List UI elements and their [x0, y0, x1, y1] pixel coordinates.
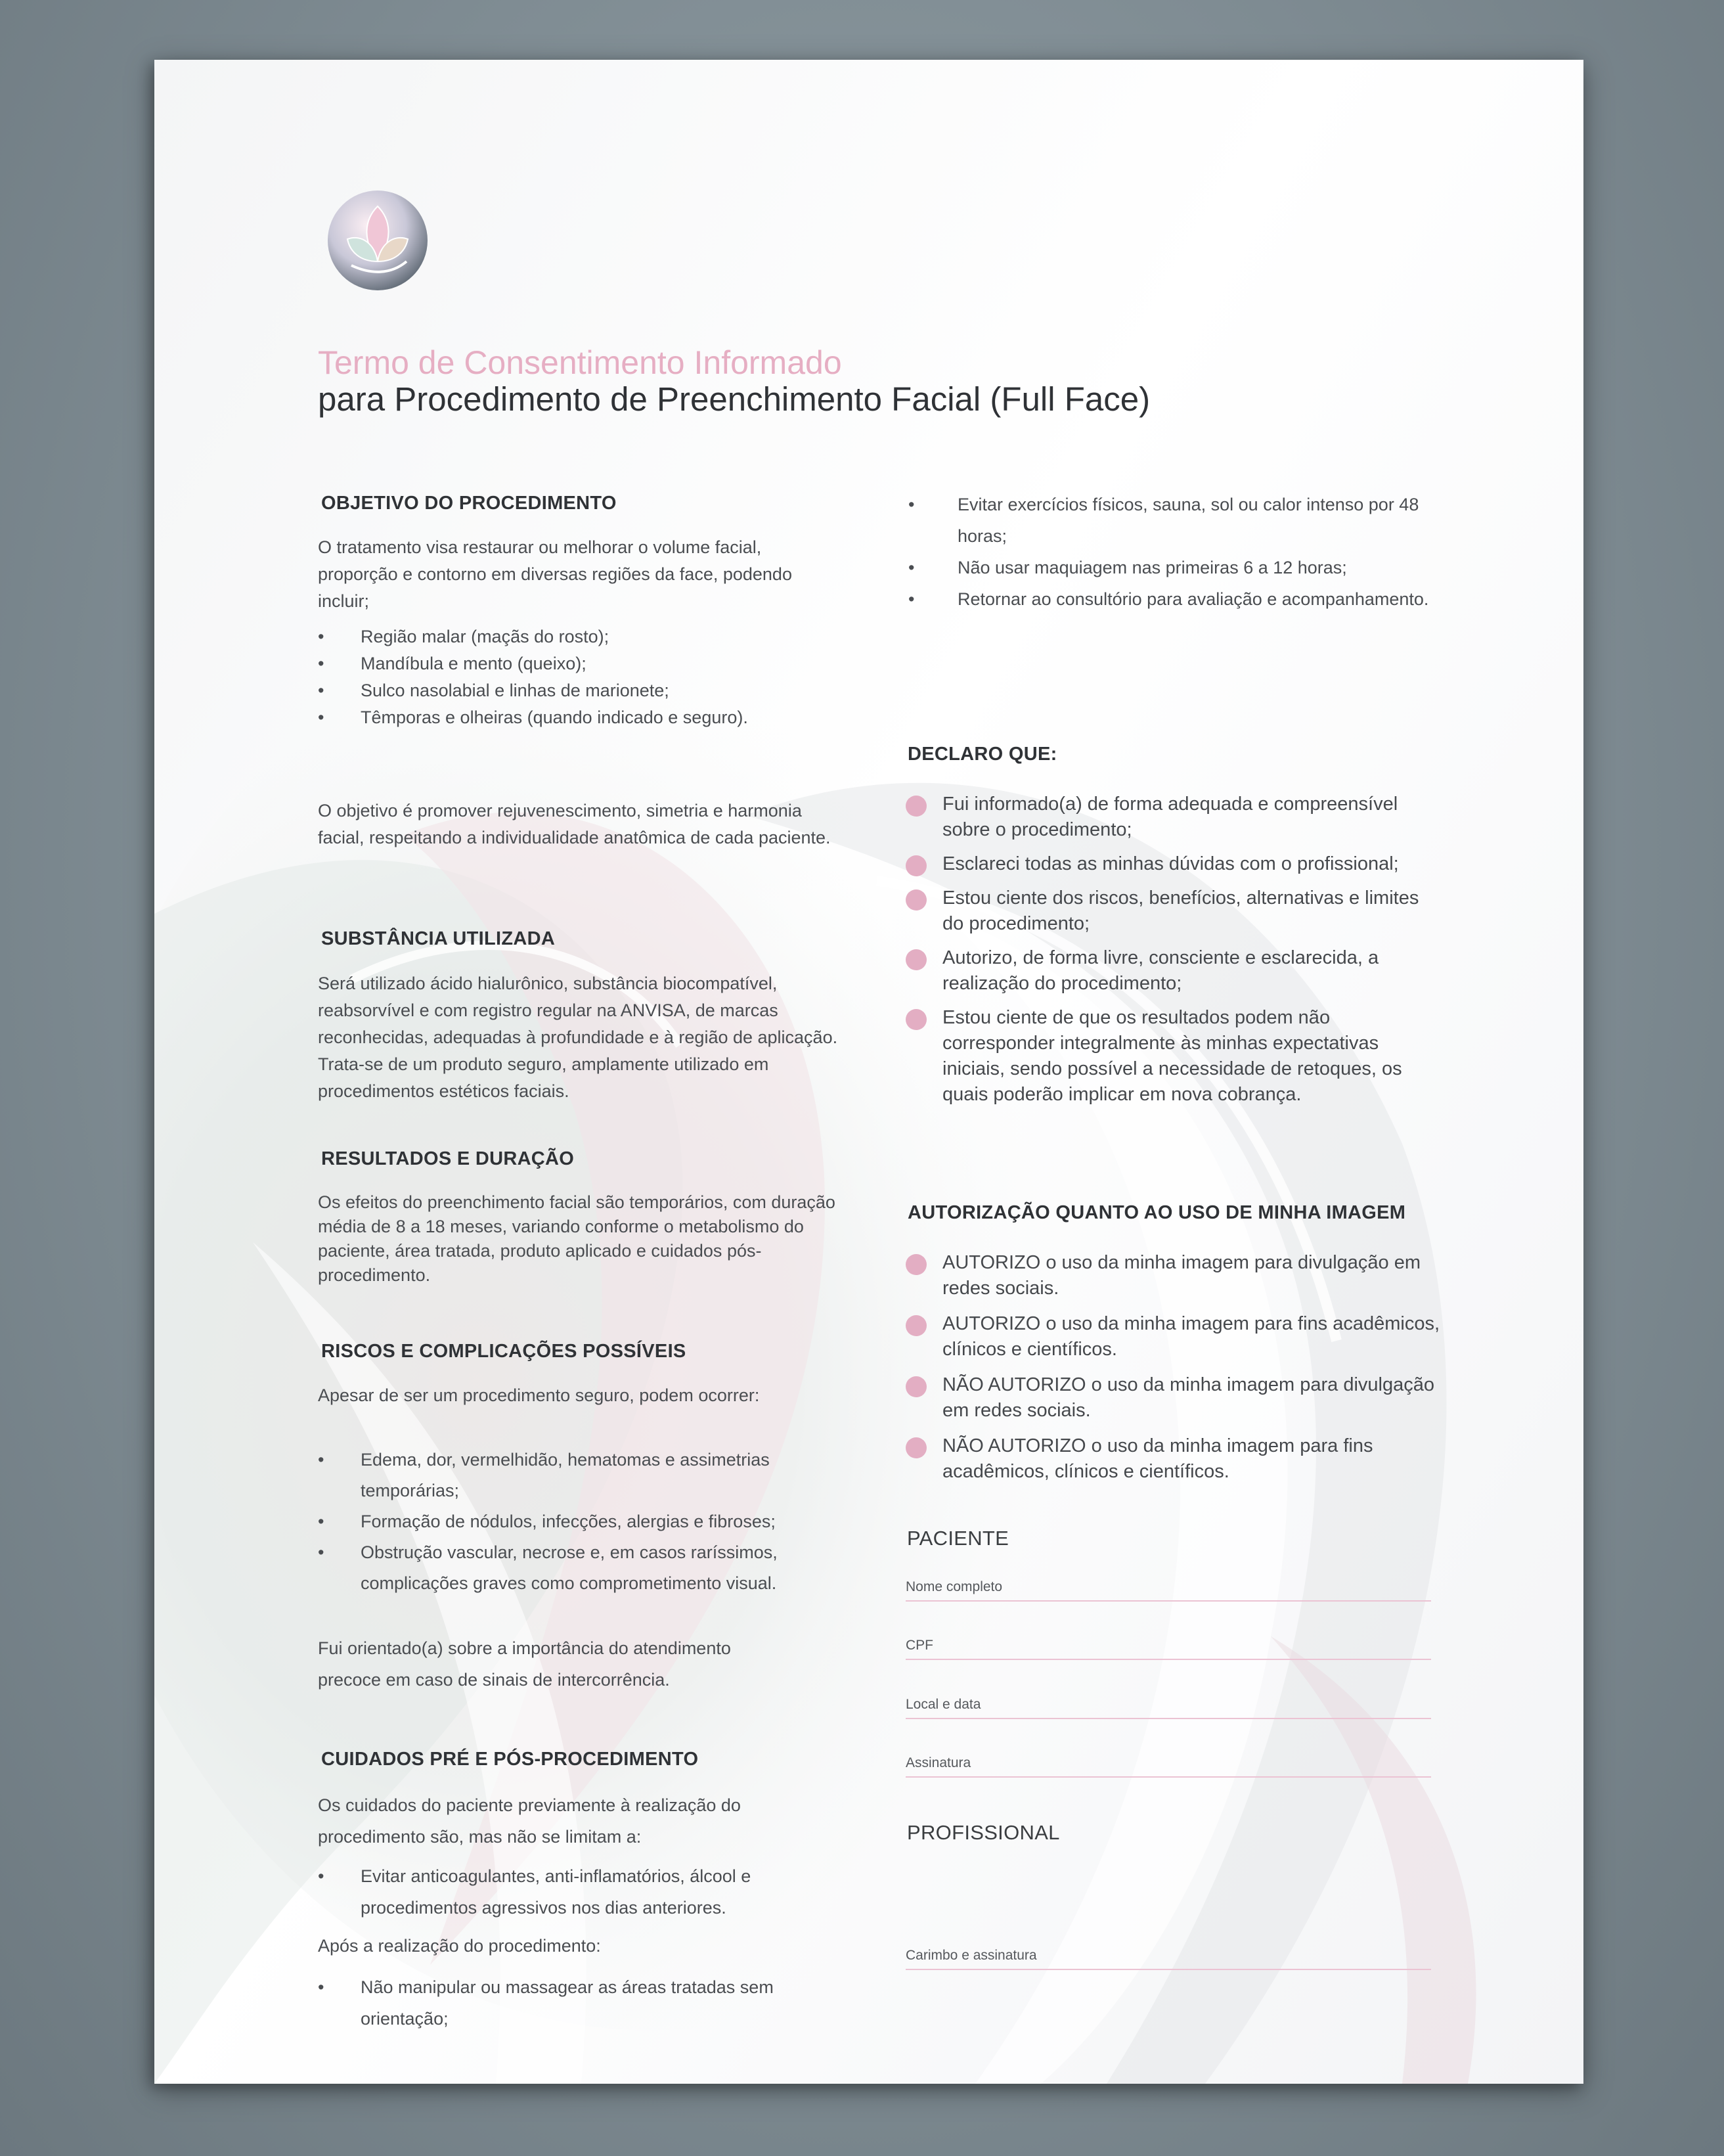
document-page	[154, 60, 1583, 2084]
section-heading-objetivo: OBJETIVO DO PROCEDIMENTO	[321, 493, 617, 514]
section-heading-substancia: SUBSTÂNCIA UTILIZADA	[321, 928, 556, 949]
field-cpf[interactable]: CPF	[906, 1638, 1431, 1660]
field-nome-completo[interactable]: Nome completo	[906, 1579, 1431, 1602]
objetivo-list	[318, 623, 843, 731]
checkbox-circle[interactable]	[906, 1376, 927, 1397]
logo-lotus-icon	[325, 188, 430, 293]
list-item: • Não manipular ou massagear as áreas tratadas sem orientação;	[318, 1977, 774, 2029]
checkbox-circle[interactable]	[906, 855, 927, 876]
list-item: • Obstrução vascular, necrose e, em casos raríssimos, complicações graves como comprometimento visual.	[318, 1542, 778, 1593]
cuidados-pos-intro: Após a realização do procedimento:	[318, 1936, 601, 1956]
cuidados-pre-list	[318, 1860, 843, 1923]
section-heading-paciente: PACIENTE	[907, 1527, 1009, 1550]
cuidados-intro: Os cuidados do paciente previamente à realização do procedimento são, mas não se limitam a:	[318, 1795, 741, 1847]
resultados-text: Os efeitos do preenchimento facial são temporários, com duração média de 8 a 18 meses, variando conforme o metabolismo do paciente, área tratada, produto aplicado e cuidados pós-procedimento.	[318, 1192, 835, 1285]
section-heading-cuidados: CUIDADOS PRÉ E PÓS-PROCEDIMENTO	[321, 1749, 699, 1770]
substancia-text: Será utilizado ácido hialurônico, substância biocompatível, reabsorvível e com registro regular na ANVISA, de marcas reconhecidas, adequadas à profundidade e à região de aplicação. Trata-se de um produto seguro, amplamente utilizado em procedimentos estéticos faciais.	[318, 974, 838, 1101]
riscos-list	[318, 1445, 843, 1599]
cuidados-pos-list-b	[908, 489, 1460, 615]
checklist-item[interactable]: AUTORIZO o uso da minha imagem para divulgação em redes sociais.	[906, 1250, 1444, 1301]
checkbox-circle[interactable]	[906, 1315, 927, 1336]
field-assinatura[interactable]: Assinatura	[906, 1755, 1431, 1778]
checkbox-circle[interactable]	[906, 1254, 927, 1275]
checkbox-circle[interactable]	[906, 889, 927, 910]
section-heading-profissional: PROFISSIONAL	[907, 1821, 1060, 1844]
checkbox-circle[interactable]	[906, 1437, 927, 1458]
section-heading-riscos: RISCOS E COMPLICAÇÕES POSSÍVEIS	[321, 1341, 686, 1362]
checklist-item[interactable]: Fui informado(a) de forma adequada e compreensível sobre o procedimento;	[906, 792, 1444, 843]
list-item: • Mandíbula e mento (queixo);	[318, 654, 586, 673]
checklist-item[interactable]: NÃO AUTORIZO o uso da minha imagem para fins acadêmicos, clínicos e científicos.	[906, 1433, 1444, 1485]
field-local-data[interactable]: Local e data	[906, 1697, 1431, 1719]
riscos-outro: Fui orientado(a) sobre a importância do atendimento precoce em caso de sinais de intercorrência.	[318, 1638, 731, 1690]
checkbox-circle[interactable]	[906, 1009, 927, 1030]
checklist-item[interactable]: AUTORIZO o uso da minha imagem para fins acadêmicos, clínicos e científicos.	[906, 1311, 1444, 1362]
list-item: • Formação de nódulos, infecções, alergias e fibroses;	[318, 1512, 776, 1531]
list-item: • Evitar anticoagulantes, anti-inflamatórios, álcool e procedimentos agressivos nos dias anteriores.	[318, 1866, 751, 1918]
list-item: • Sulco nasolabial e linhas de marionete;	[318, 681, 669, 700]
document-subtitle: para Procedimento de Preenchimento Facial (Full Face)	[318, 380, 1151, 418]
list-item: • Retornar ao consultório para avaliação e acompanhamento.	[908, 589, 1429, 609]
list-item: • Região malar (maçãs do rosto);	[318, 627, 609, 646]
section-heading-resultados: RESULTADOS E DURAÇÃO	[321, 1148, 575, 1169]
list-item: • Evitar exercícios físicos, sauna, sol ou calor intenso por 48 horas;	[908, 495, 1419, 546]
checklist-item[interactable]: Estou ciente de que os resultados podem não corresponder integralmente às minhas expectativas iniciais, sendo possível a necessidade de retoques, os quais poderão implicar em nova cobrança.	[906, 1005, 1444, 1108]
section-heading-declaro: DECLARO QUE:	[908, 744, 1057, 765]
checklist-item[interactable]: Autorizo, de forma livre, consciente e esclarecida, a realização do procedimento;	[906, 945, 1444, 997]
checkbox-circle[interactable]	[906, 949, 927, 970]
checklist-item[interactable]: NÃO AUTORIZO o uso da minha imagem para divulgação em redes sociais.	[906, 1372, 1444, 1424]
objetivo-intro: O tratamento visa restaurar ou melhorar o volume facial, proporção e contorno em diversas regiões da face, podendo incluir;	[318, 537, 792, 611]
list-item: • Têmporas e olheiras (quando indicado e seguro).	[318, 707, 748, 727]
objetivo-outro: O objetivo é promover rejuvenescimento, simetria e harmonia facial, respeitando a individualidade anatômica de cada paciente.	[318, 801, 831, 847]
declaro-checklist	[906, 792, 1444, 1108]
riscos-intro: Apesar de ser um procedimento seguro, podem ocorrer:	[318, 1385, 760, 1405]
cuidados-pos-list-a	[318, 1971, 843, 2034]
section-heading-imagem: AUTORIZAÇÃO QUANTO AO USO DE MINHA IMAGEM	[908, 1202, 1406, 1223]
list-item: • Edema, dor, vermelhidão, hematomas e assimetrias temporárias;	[318, 1450, 770, 1500]
checkbox-circle[interactable]	[906, 796, 927, 817]
checklist-item[interactable]: Estou ciente dos riscos, benefícios, alternativas e limites do procedimento;	[906, 886, 1444, 937]
document-title: Termo de Consentimento Informado	[318, 344, 842, 381]
field-carimbo-assinatura[interactable]: Carimbo e assinatura	[906, 1948, 1431, 1970]
checklist-item[interactable]: Esclareci todas as minhas dúvidas com o profissional;	[906, 851, 1444, 877]
list-item: • Não usar maquiagem nas primeiras 6 a 12 horas;	[908, 558, 1347, 577]
imagem-checklist	[906, 1250, 1444, 1485]
